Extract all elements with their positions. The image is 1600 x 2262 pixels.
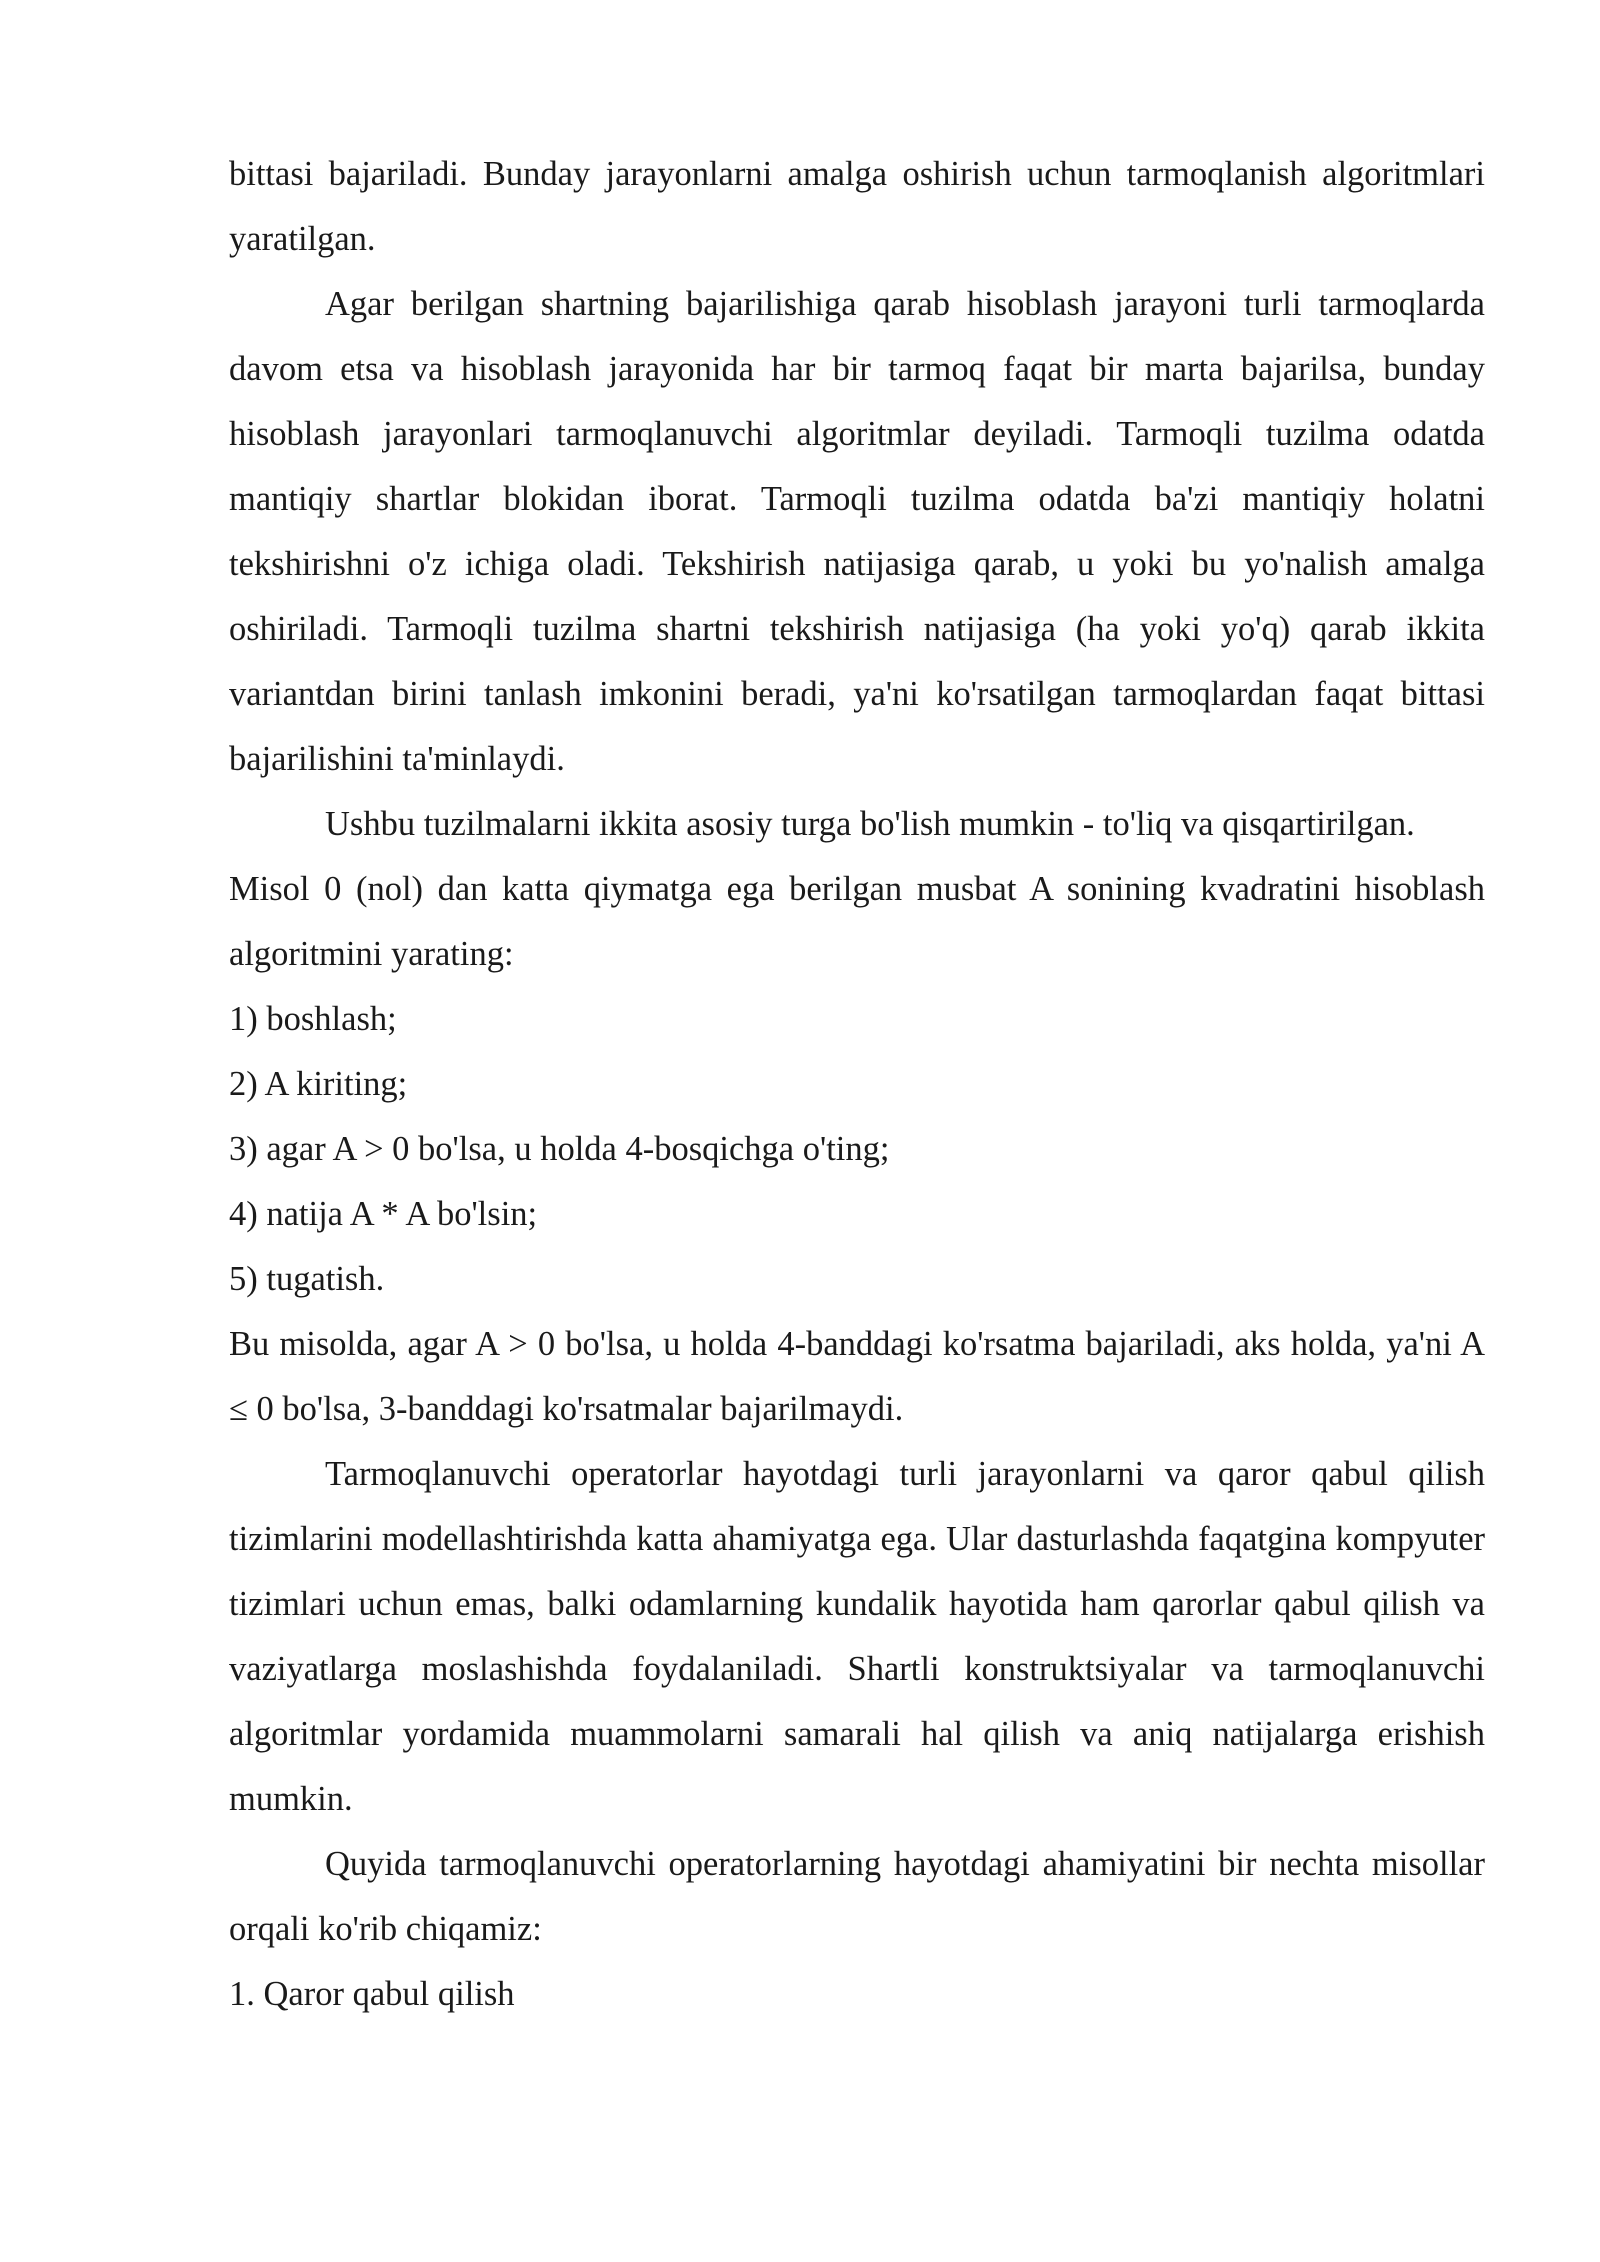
- list-item-step-3: 3) agar A > 0 bo'lsa, u holda 4-bosqichga o'ting;: [229, 1130, 890, 1168]
- paragraph-branching-importance: Tarmoqlanuvchi operatorlar hayotdagi turli jarayonlarni va qaror qabul qilish tizimlarini modellashtirishda katta ahamiyatga ega. Ular dasturlashda faqatgina kompyuter tizimlari uchun emas, balki odamlarning kundalik hayotida ham qarorlar qabul qilish va vaziyatlarga moslashishda foydalaniladi. Shartli konstruktsiyalar va tarmoqlanuvchi algoritmlar yordamida muammolarni samarali hal qilish va aniq natijalarga erishish mumkin.: [229, 1455, 1485, 1818]
- paragraph-example-explanation: Bu misolda, agar A > 0 bo'lsa, u holda 4-banddagi ko'rsatma bajariladi, aks holda, ya'ni A ≤ 0 bo'lsa, 3-banddagi ko'rsatmalar bajarilmaydi.: [229, 1325, 1485, 1428]
- list-item-step-5: 5) tugatish.: [229, 1260, 385, 1298]
- list-item-step-2: 2) A kiriting;: [229, 1065, 408, 1103]
- paragraph-branching-definition: Agar berilgan shartning bajarilishiga qarab hisoblash jarayoni turli tarmoqlarda davom etsa va hisoblash jarayonida har bir tarmoq faqat bir marta bajarilsa, bunday hisoblash jarayonlari tarmoqlanuvchi algoritmlar deyiladi. Tarmoqli tuzilma odatda mantiqiy shartlar blokidan iborat. Tarmoqli tuzilma odatda ba'zi mantiqiy holatni tekshirishni o'z ichiga oladi. Tekshirish natijasiga qarab, u yoki bu yo'nalish amalga oshiriladi. Tarmoqli tuzilma shartni tekshirish natijasiga (ha yoki yo'q) qarab ikkita variantdan birini tanlash imkonini beradi, ya'ni ko'rsatilgan tarmoqlardan faqat bittasi bajarilishini ta'minlaydi.: [229, 285, 1485, 778]
- paragraph-intro-continuation: bittasi bajariladi. Bunday jarayonlarni amalga oshirish uchun tarmoqlanish algoritmlari yaratilgan.: [229, 155, 1485, 258]
- list-item-step-1: 1) boshlash;: [229, 1000, 397, 1038]
- list-item-step-4: 4) natija A * A bo'lsin;: [229, 1195, 538, 1233]
- paragraph-examples-intro: Quyida tarmoqlanuvchi operatorlarning hayotdagi ahamiyatini bir nechta misollar orqali ko'rib chiqamiz:: [229, 1845, 1485, 1948]
- paragraph-example-task: Misol 0 (nol) dan katta qiymatga ega berilgan musbat A sonining kvadratini hisoblash algoritmini yarating:: [229, 870, 1485, 973]
- paragraph-structure-types: Ushbu tuzilmalarni ikkita asosiy turga bo'lish mumkin - to'liq va qisqartirilgan.: [325, 805, 1415, 843]
- document-page: [229, 142, 1485, 2027]
- section-heading-decision-making: 1. Qaror qabul qilish: [229, 1975, 515, 2013]
